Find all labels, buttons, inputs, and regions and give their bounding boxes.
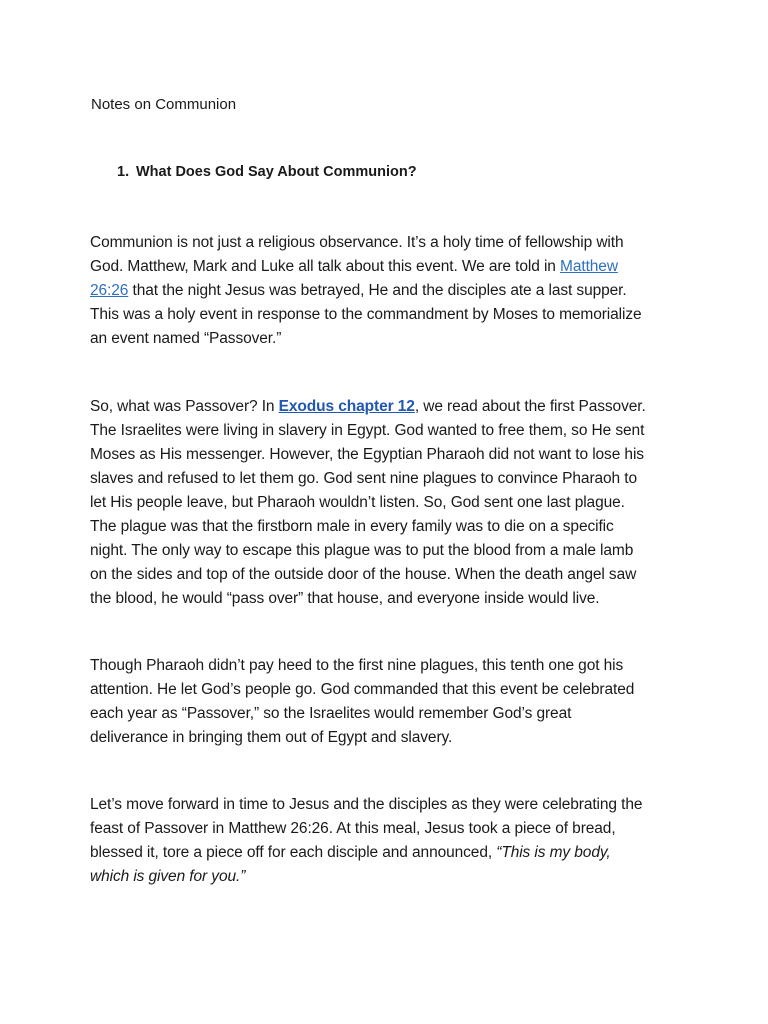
matthew-26-26-link-part2[interactable]: 26:26 <box>90 282 129 299</box>
paragraph-3 <box>90 654 680 750</box>
text-line: each year as “Passover,” so the Israelites would remember God’s great <box>90 705 572 722</box>
text-line: slaves and refused to let them go. God sent nine plagues to convince Pharaoh to <box>90 470 638 487</box>
paragraph-1 <box>90 231 680 351</box>
text-line: an event named “Passover.” <box>90 330 282 347</box>
text-line: This was a holy event in response to the commandment by Moses to memorialize <box>90 306 642 323</box>
section-heading-text: What Does God Say About Communion? <box>136 164 417 180</box>
text-line: 26:26 that the night Jesus was betrayed, He and the disciples ate a last supper. <box>90 282 627 299</box>
text-line: deliverance in bringing them out of Egypt and slavery. <box>90 729 453 746</box>
text-line: on the sides and top of the outside door of the house. When the death angel saw <box>90 566 637 583</box>
scripture-quote-part1: “This is my body, <box>496 844 611 861</box>
document-title: Notes on Communion <box>91 96 237 113</box>
text-line: So, what was Passover? In Exodus chapter 12, we read about the first Passover. <box>90 398 646 415</box>
text-line: Let’s move forward in time to Jesus and the disciples as they were celebrating the <box>90 796 643 813</box>
text-line: night. The only way to escape this plague was to put the blood from a male lamb <box>90 542 634 559</box>
text-line <box>90 865 680 889</box>
text-line: God. Matthew, Mark and Luke all talk about this event. We are told in Matthew <box>90 258 618 275</box>
text-line: attention. He let God’s people go. God commanded that this event be celebrated <box>90 681 635 698</box>
section-number: 1. <box>117 164 130 180</box>
text-line: Though Pharaoh didn’t pay heed to the first nine plagues, this tenth one got his <box>90 657 624 674</box>
text-line: feast of Passover in Matthew 26:26. At this meal, Jesus took a piece of bread, <box>90 820 616 837</box>
text-line: let His people leave, but Pharaoh wouldn’t listen. So, God sent one last plague. <box>90 494 625 511</box>
paragraph-2 <box>90 395 680 611</box>
text-line: the blood, he would “pass over” that house, and everyone inside would live. <box>90 590 600 607</box>
scripture-quote-part2: which is given for you.” <box>90 868 246 885</box>
exodus-chapter-12-link[interactable]: Exodus chapter 12 <box>278 398 415 415</box>
text-line: The plague was that the firstborn male in every family was to die on a specific <box>90 518 614 535</box>
text-line: blessed it, tore a piece off for each disciple and announced, “This is my body, <box>90 844 611 861</box>
matthew-26-26-link-part1[interactable]: Matthew <box>560 258 618 275</box>
text-line: Moses as His messenger. However, the Egyptian Pharaoh did not want to lose his <box>90 446 644 463</box>
section-heading <box>117 162 417 182</box>
paragraph-4 <box>90 793 680 889</box>
text-line: The Israelites were living in slavery in Egypt. God wanted to free them, so He sent <box>90 422 645 439</box>
text-line: Communion is not just a religious observance. It’s a holy time of fellowship with <box>90 234 624 251</box>
